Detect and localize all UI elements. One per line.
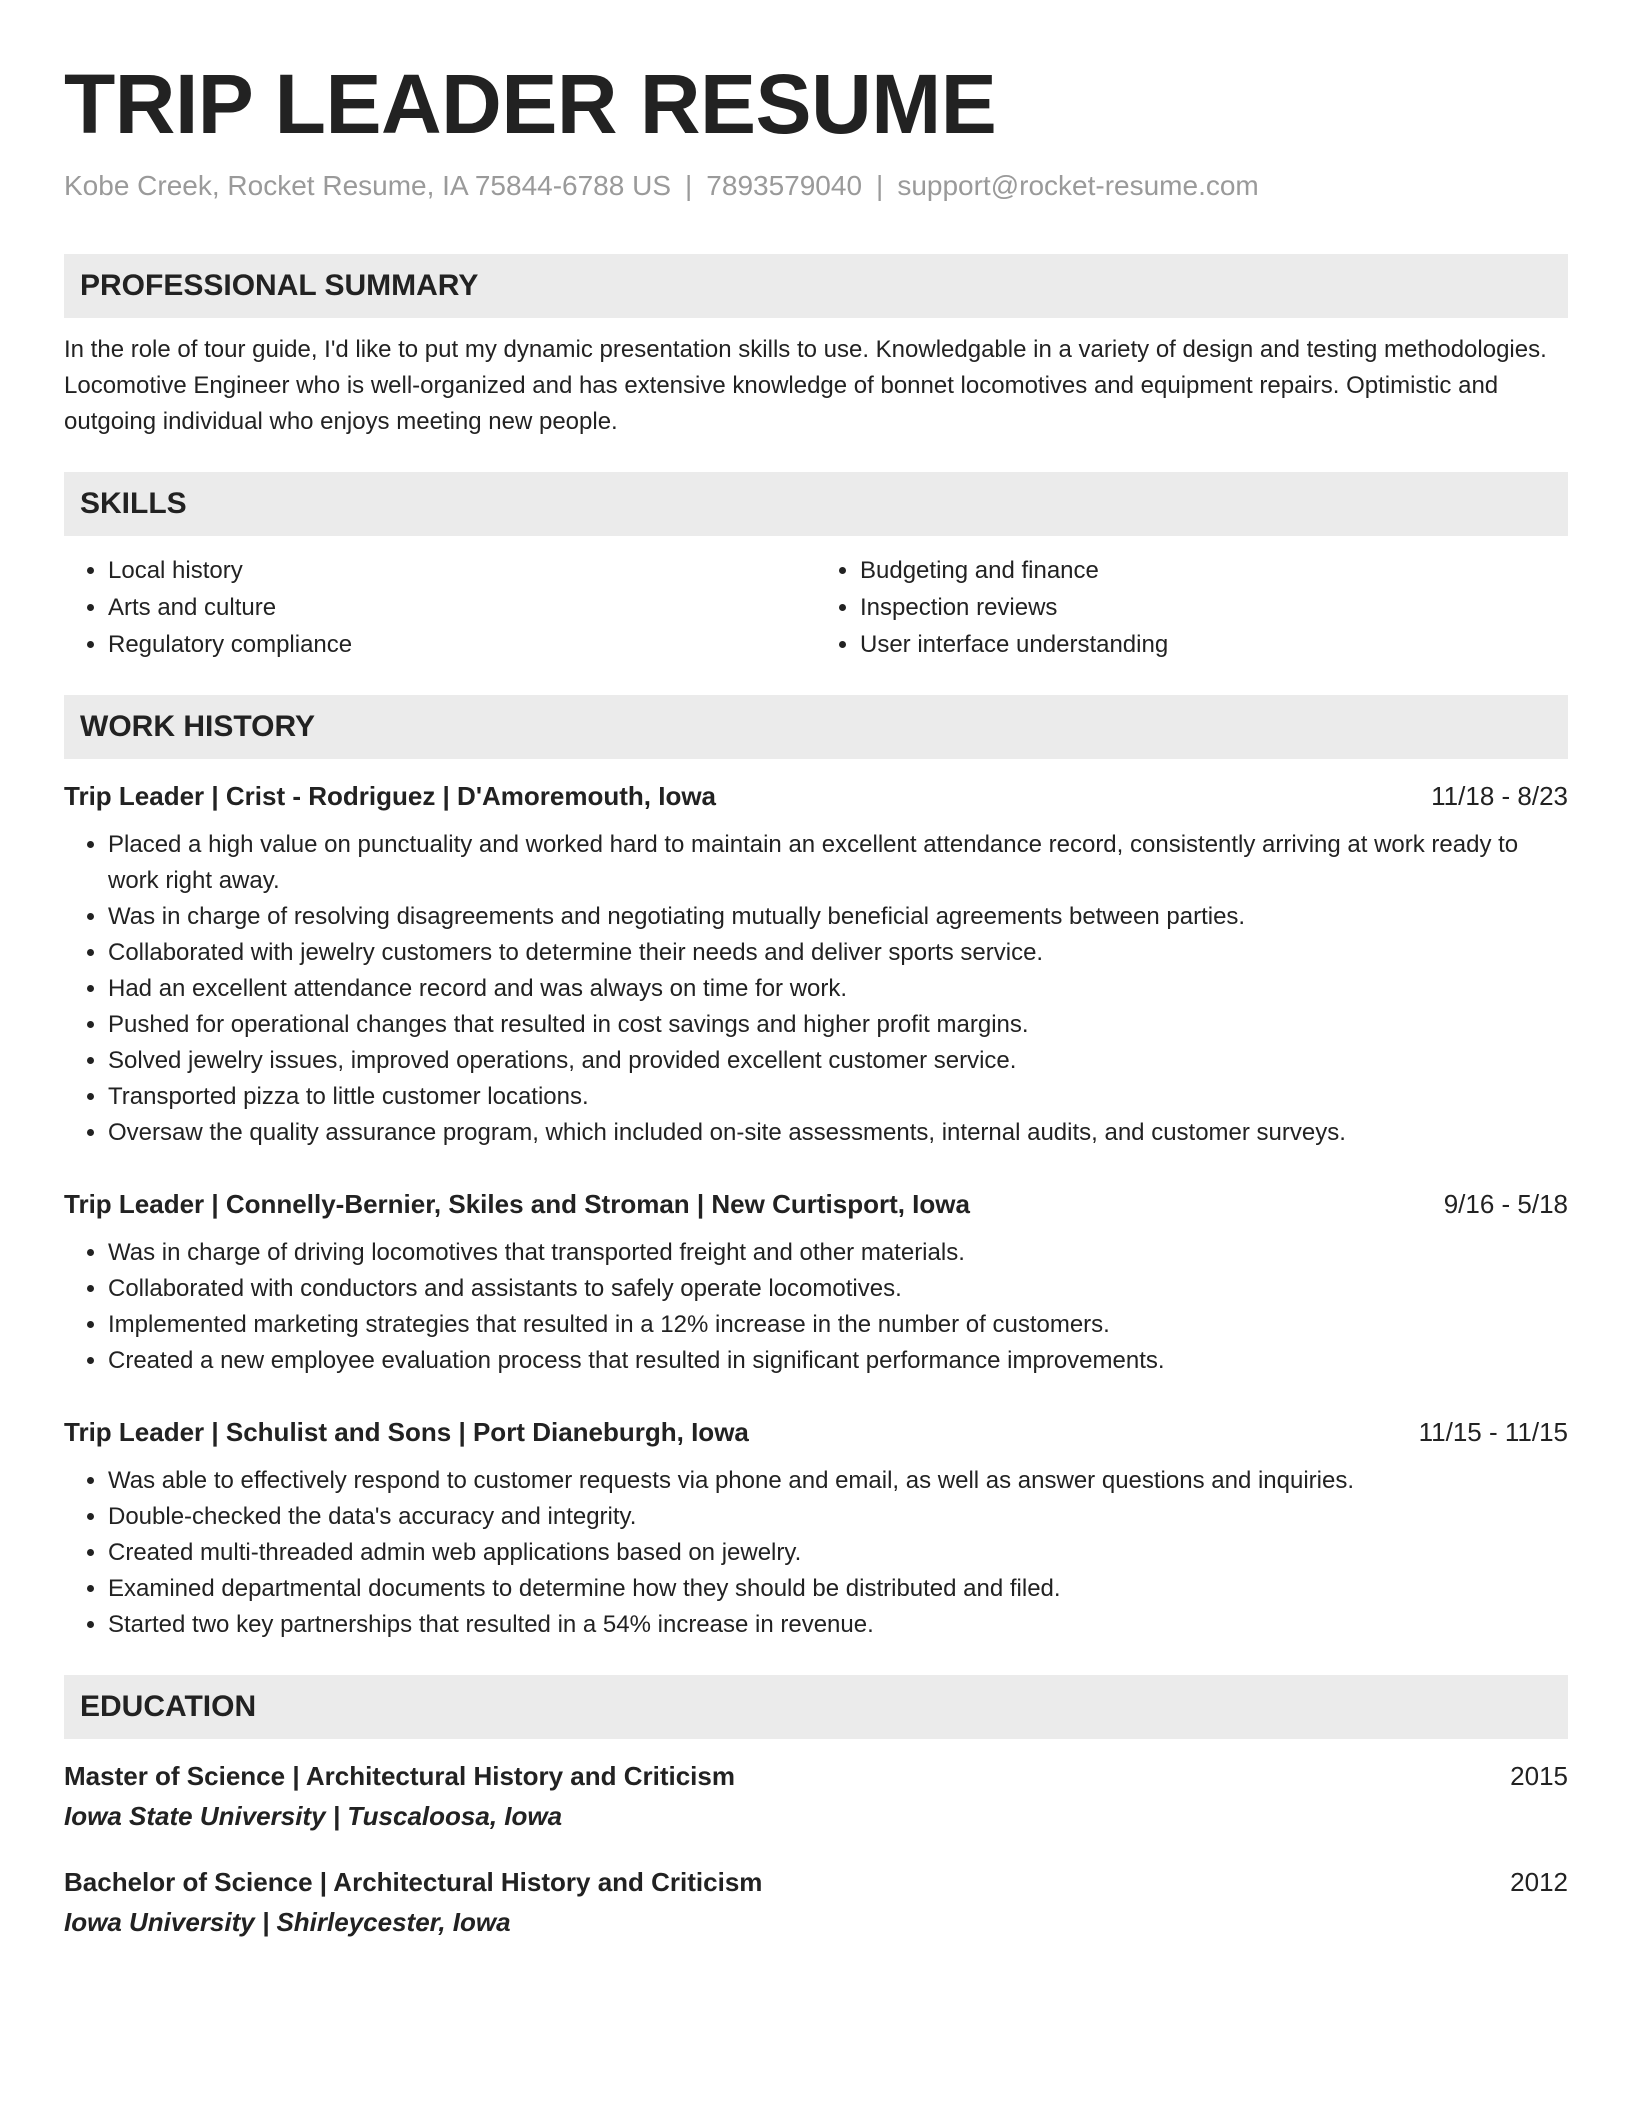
skill-item: • Inspection reviews [860, 589, 1568, 626]
job-bullet: • Oversaw the quality assurance program, which included on-site assessments, internal audits, and customer surveys. [108, 1115, 1568, 1151]
summary-text: In the role of tour guide, I'd like to put my dynamic presentation skills to use. Knowledgable in a variety of design and testing methodologies. Locomotive Engineer who is well-organized and has extensive knowledge of bonnet locomotives and equipment repairs. Optimistic and outgoing individual who enjoys meeting new people. [64, 336, 1547, 435]
job-entry [64, 779, 1568, 1151]
skill-item: • Arts and culture [108, 589, 816, 626]
degree-title: Master of Science | Architectural History and Criticism [64, 1761, 735, 1791]
job-bullets [64, 827, 1568, 1151]
job-bullet: • Transported pizza to little customer locations. [108, 1079, 1568, 1115]
job-bullet: • Pushed for operational changes that resulted in cost savings and higher profit margins. [108, 1007, 1568, 1043]
contact-separator: | [685, 170, 693, 201]
skill-item: • Regulatory compliance [108, 626, 816, 663]
job-bullet: • Created multi-threaded admin web applications based on jewelry. [108, 1535, 1568, 1571]
job-bullets [64, 1463, 1568, 1643]
job-header [64, 1415, 1568, 1449]
skill-item: • Budgeting and finance [860, 552, 1568, 589]
job-title: Trip Leader | Crist - Rodriguez | D'Amoremouth, Iowa [64, 781, 717, 811]
job-header [64, 1187, 1568, 1221]
job-title: Trip Leader | Schulist and Sons | Port Dianeburgh, Iowa [64, 1417, 749, 1447]
education-year: 2012 [1510, 1867, 1568, 1897]
contact-email: support@rocket-resume.com [897, 170, 1259, 201]
job-bullet: • Collaborated with conductors and assistants to safely operate locomotives. [108, 1271, 1568, 1307]
school-name: Iowa University | Shirleycester, Iowa [64, 1907, 511, 1937]
skill-item: • Local history [108, 552, 816, 589]
section-header-skills: SKILLS [64, 472, 1568, 536]
job-title: Trip Leader | Connelly-Bernier, Skiles and Stroman | New Curtisport, Iowa [64, 1189, 970, 1219]
job-entry [64, 1187, 1568, 1379]
contact-address: Kobe Creek, Rocket Resume, IA 75844-6788 US [64, 170, 672, 201]
job-bullet: • Was in charge of driving locomotives that transported freight and other materials. [108, 1235, 1568, 1271]
section-header-summary: PROFESSIONAL SUMMARY [64, 254, 1568, 318]
degree-title: Bachelor of Science | Architectural History and Criticism [64, 1867, 763, 1897]
job-bullet: • Placed a high value on punctuality and worked hard to maintain an excellent attendance record, consistently arriving at work ready to work right away. [108, 827, 1568, 899]
skills-list [64, 552, 1568, 663]
skills-column-right [816, 552, 1568, 663]
job-header [64, 779, 1568, 813]
section-header-education: EDUCATION [64, 1675, 1568, 1739]
job-bullet: • Had an excellent attendance record and was always on time for work. [108, 971, 1568, 1007]
contact-separator: | [876, 170, 884, 201]
job-dates: 11/18 - 8/23 [1431, 781, 1568, 811]
skills-column-left [64, 552, 816, 663]
contact-line [64, 168, 1568, 204]
section-header-work-history: WORK HISTORY [64, 695, 1568, 759]
job-dates: 11/15 - 11/15 [1418, 1417, 1568, 1447]
job-bullet: • Examined departmental documents to determine how they should be distributed and filed. [108, 1571, 1568, 1607]
job-bullet: • Was in charge of resolving disagreements and negotiating mutually beneficial agreements between parties. [108, 899, 1568, 935]
resume-title: TRIP LEADER RESUME [64, 57, 997, 151]
job-dates: 9/16 - 5/18 [1443, 1189, 1568, 1219]
job-bullet: • Started two key partnerships that resulted in a 54% increase in revenue. [108, 1607, 1568, 1643]
education-entry [64, 1865, 1568, 1939]
skill-item: • User interface understanding [860, 626, 1568, 663]
job-bullet: • Solved jewelry issues, improved operations, and provided excellent customer service. [108, 1043, 1568, 1079]
education-entry [64, 1759, 1568, 1833]
school-name: Iowa State University | Tuscaloosa, Iowa [64, 1801, 563, 1831]
job-bullet: • Implemented marketing strategies that resulted in a 12% increase in the number of customers. [108, 1307, 1568, 1343]
education-year: 2015 [1510, 1761, 1568, 1791]
job-bullet: • Collaborated with jewelry customers to determine their needs and deliver sports service. [108, 935, 1568, 971]
job-bullet: • Was able to effectively respond to customer requests via phone and email, as well as answer questions and inquiries. [108, 1463, 1568, 1499]
job-bullet: • Double-checked the data's accuracy and integrity. [108, 1499, 1568, 1535]
job-bullets [64, 1235, 1568, 1379]
job-bullet: • Created a new employee evaluation process that resulted in significant performance improvements. [108, 1343, 1568, 1379]
contact-phone: 7893579040 [706, 170, 863, 201]
education-header [64, 1865, 1568, 1899]
education-header [64, 1759, 1568, 1793]
job-entry [64, 1415, 1568, 1643]
